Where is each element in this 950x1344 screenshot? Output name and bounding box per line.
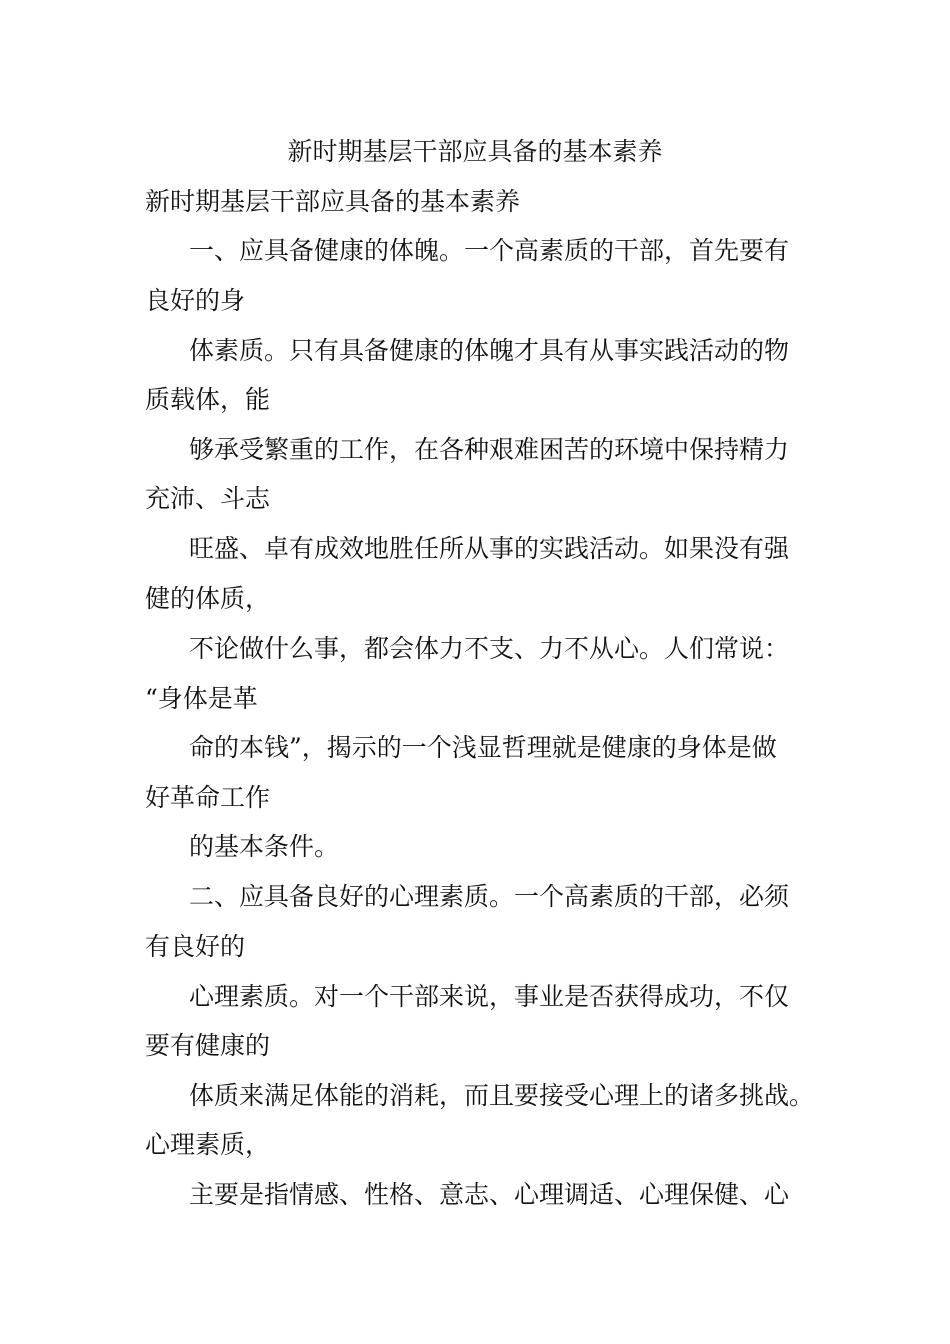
paragraph-line: 体质来满足体能的消耗，而且要接受心理上的诸多挑战。 xyxy=(189,1081,815,1110)
paragraph-line: 不论做什么事，都会体力不支、力不从心。人们常说： xyxy=(189,634,790,663)
paragraph-line: 良好的身 xyxy=(145,286,246,315)
paragraph-line: 充沛、斗志 xyxy=(145,484,271,513)
paragraph-line: 够承受繁重的工作，在各种艰难困苦的环境中保持精力 xyxy=(189,435,790,464)
paragraph-line: “身体是革 xyxy=(145,684,258,713)
paragraph-line: 主要是指情感、性格、意志、心理调适、心理保健、心 xyxy=(189,1180,790,1209)
paragraph-line: 一、应具备健康的体魄。一个高素质的干部，首先要有 xyxy=(189,236,790,265)
paragraph-line: 好革命工作 xyxy=(145,783,271,812)
paragraph-line: 命的本钱”，揭示的一个浅显哲理就是健康的身体是做 xyxy=(189,733,777,762)
document-title: 新时期基层干部应具备的基本素养 xyxy=(287,137,663,166)
paragraph-line: 健的体质， xyxy=(145,584,271,613)
paragraph-line: 要有健康的 xyxy=(145,1031,271,1060)
paragraph-line: 的基本条件。 xyxy=(189,832,340,861)
document-subtitle: 新时期基层干部应具备的基本素养 xyxy=(145,187,521,216)
paragraph-line: 二、应具备良好的心理素质。一个高素质的干部，必须 xyxy=(189,882,790,911)
paragraph-line: 有良好的 xyxy=(145,932,246,961)
paragraph-line: 旺盛、卓有成效地胜任所从事的实践活动。如果没有强 xyxy=(189,534,790,563)
paragraph-line: 质载体，能 xyxy=(145,385,271,414)
paragraph-line: 心理素质， xyxy=(145,1130,271,1159)
paragraph-line: 体素质。只有具备健康的体魄才具有从事实践活动的物 xyxy=(189,336,790,365)
paragraph-line: 心理素质。对一个干部来说，事业是否获得成功，不仅 xyxy=(189,982,790,1011)
